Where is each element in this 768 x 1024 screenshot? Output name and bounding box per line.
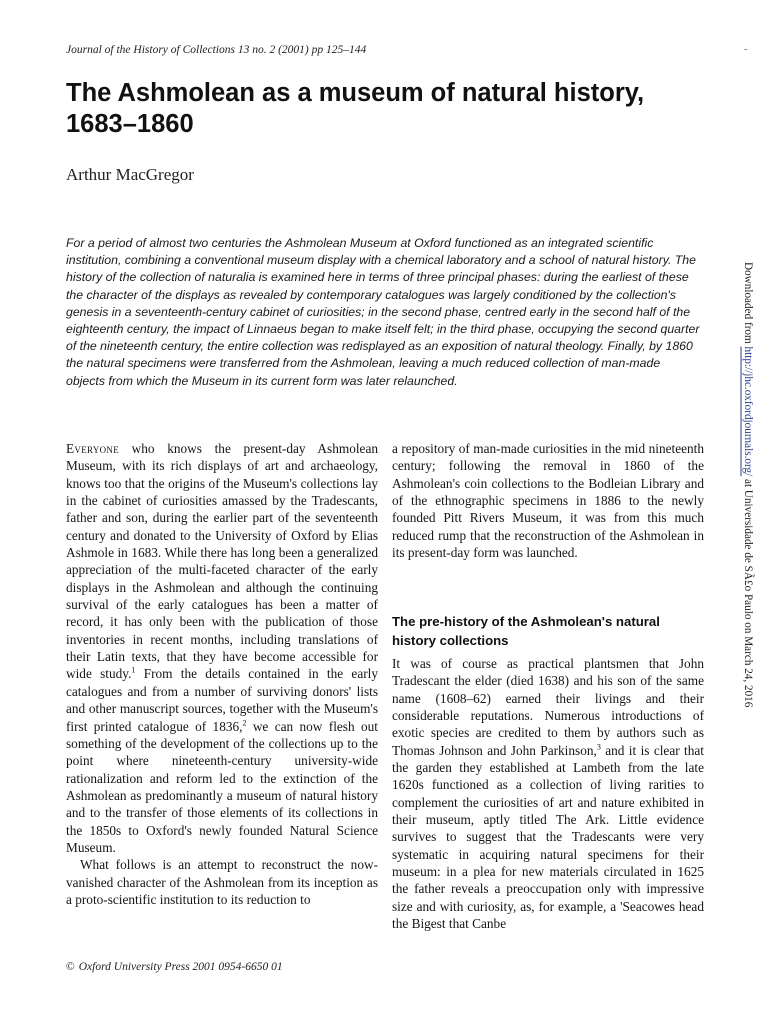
article-abstract: For a period of almost two centuries the Ashmolean Museum at Oxford functioned as an integrated scientific institution, combining a conventional museum display with a chemical laboratory and a school of natural history. The history of the collection of naturalia is examined here in terms of three principal phases: during the earliest of these the character of the displays as revealed by contemporary catalogues was largely conditioned by the collection's genesis in a seventeenth-century cabinet of curiosities; in the second phase, centred early in the second half of the eighteenth century, the impact of Linnaeus began to make itself felt; in the third phase, occupying the second quarter of the nineteenth century, the entire collection was redisplayed as an exposition of natural theology. Finally, by 1860 the natural specimens were transferred from the Ashmolean, leaving a much reduced collection of man-made objects from which the Museum in its current form was later relaunched. [66,236,700,388]
footnote-ref: 1 [131,666,136,676]
footnote-ref: 3 [596,742,601,752]
body-paragraph: a repository of man-made curiosities in the mid nineteenth century; following the removal in 1860 of the Ashmolean's coin collections to the Bodleian Library and of the ethnographic specimens in 1886 to the newly founded Pitt Rivers Museum, it was from this much reduced rump that the reconstruction of the Ashmolean in its present-day form was launched. [392,441,704,561]
publisher-line: Oxford University Press 2001 0954-6650 01 [78,961,283,973]
opening-word: Everyone [66,441,120,456]
download-suffix: at Universidade de SÃ£o Paulo on March 24, 2016 [742,476,754,708]
footnote-ref: 2 [242,718,247,728]
journal-citation: Journal of the History of Collections 13 no. 2 (2001) pp 125–144 [66,44,367,56]
body-left-column [66,440,378,908]
body-text: we can now flesh out something of the development of the collections up to the point where nineteenth-century university-wide rationalization and reform led to the extinction of the Ashmolean as predominantly a museum of natural history and to the transfer of those elements of its collections in the 1850s to Oxford's newly founded Natural Science Museum. [66,718,378,855]
download-prefix: Downloaded from [742,262,754,347]
corner-mark: - [744,44,748,55]
article-title: The Ashmolean as a museum of natural history, 1683–1860 [66,79,645,138]
article-author: Arthur MacGregor [66,165,194,184]
body-text: and it is clear that the garden they established at Lambeth from the late 1620s functioned as a collection of living rarities to complement the curiosities of art and nature exhibited in their museum, aptly titled The Ark. Little evidence survives to suggest that the Tradescants were very systematic in acquiring natural specimens for their museum: in a plea for new materials circulated in 1625 the father reveals a preoccupation only with impressive size and with curiosity, as, for example, a 'Seacowes head the Bigest that Canbe [392,742,704,932]
page-footer [66,961,283,973]
body-right-column-bottom [392,655,704,933]
body-paragraph [66,440,378,856]
body-text: It was of course as practical plantsmen that John Tradescant the elder (died 1638) and his son of the same name (1608–62) earned their livings and their considerable reputations. Numerous introductions of exotic species are credited to them by authors such as Thomas Johnson and John Parkinson, [392,656,704,758]
body-text: From the details contained in the early catalogues and from a number of surviving donors' lists and other manuscript sources, together with the Museum's first printed catalogue of 1836, [66,666,378,734]
body-right-column-top [392,440,704,561]
body-paragraph [392,655,704,933]
copyright-symbol: © [66,961,75,973]
download-watermark [742,262,754,707]
body-text: who knows the present-day Ashmolean Museum, with its rich displays of art and archaeology, knows too that the origins of the Museum's collections lay in the cabinet of curiosities amassed by the Tradescants, father and son, during the earlier part of the seventeenth century and donated to the University of Oxford by Elias Ashmole in 1683. While there has long been a generalized appreciation of the multi-faceted character of the early displays in the Ashmolean and although the continuing survival of the early catalogues has been a matter of record, it has only been with the publication of those inventories in recent months, including translations of their Latin texts, that they have become accessible for wide study. [66,441,378,682]
journal-link[interactable]: http://jhc.oxfordjournals.org/ [742,346,754,477]
section-heading: The pre-history of the Ashmolean's natural history collections [392,614,660,648]
body-paragraph: What follows is an attempt to reconstruct the now-vanished character of the Ashmolean from its inception as a proto-scientific institution to its reduction to [66,857,378,907]
